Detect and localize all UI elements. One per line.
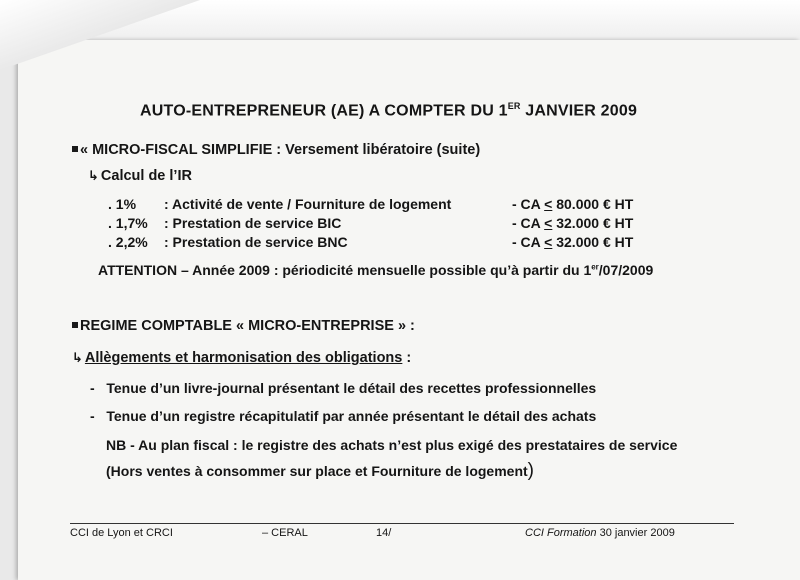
rate-row: . 2,2% bbox=[108, 234, 148, 250]
bleed-through bbox=[80, 233, 83, 247]
footer-center: – CERAL bbox=[262, 527, 308, 539]
page-title: AUTO-ENTREPRENEUR (AE) A COMPTER DU 1ER JANVIER 2009 bbox=[140, 101, 638, 120]
subsection-calcul-label: Calcul de l’IR bbox=[100, 168, 192, 184]
nb-line-2: (Hors ventes à consommer sur place et Fourniture de logement) bbox=[106, 460, 534, 481]
section-micro-fiscal-label: « MICRO-FISCAL SIMPLIFIE : Versement libératoire (suite) bbox=[80, 142, 481, 158]
footer-right: CCI Formation 30 janvier 2009 bbox=[525, 527, 675, 539]
rate-desc: : Activité de vente / Fourniture de logement bbox=[164, 196, 452, 212]
document-page bbox=[18, 40, 800, 580]
section-regime-comptable bbox=[72, 318, 415, 334]
section-micro-fiscal bbox=[72, 142, 480, 158]
rate-row: . 1% bbox=[108, 196, 137, 212]
footer-left: CCI de Lyon et CRCI bbox=[70, 527, 173, 539]
section-regime-label: REGIME COMPTABLE « MICRO-ENTREPRISE » : bbox=[80, 318, 415, 334]
arrow-right-icon: ↳ bbox=[72, 350, 83, 365]
rate-desc: : Prestation de service BNC bbox=[164, 234, 348, 250]
nb-line-1: NB - Au plan fiscal : le registre des achats n’est plus exigé des prestataires de service bbox=[106, 437, 678, 453]
attention-note: ATTENTION – Année 2009 : périodicité mensuelle possible qu’à partir du 1er/07/2009 bbox=[98, 262, 654, 278]
rate-row: . 1,7% bbox=[108, 215, 148, 231]
square-bullet-icon bbox=[72, 146, 78, 152]
list-item: - Tenue d’un livre-journal présentant le détail des recettes professionnelles bbox=[90, 380, 597, 396]
arrow-right-icon: ↳ bbox=[88, 168, 99, 183]
subsection-allegements-label: Allègements et harmonisation des obligations bbox=[84, 350, 403, 366]
rate-ca: - CA < 32.000 € HT bbox=[512, 234, 634, 250]
subsection-calcul-ir bbox=[88, 168, 192, 184]
square-bullet-icon bbox=[72, 322, 78, 328]
rate-ca: - CA < 32.000 € HT bbox=[512, 215, 634, 231]
rate-desc: : Prestation de service BIC bbox=[164, 215, 342, 231]
list-item: - Tenue d’un registre récapitulatif par année présentant le détail des achats bbox=[90, 408, 597, 424]
rate-ca: - CA < 80.000 € HT bbox=[512, 196, 634, 212]
footer-divider bbox=[70, 523, 734, 524]
page-number: 14/ bbox=[376, 527, 392, 539]
subsection-allegements: ↳ Allègements et harmonisation des obligations : bbox=[72, 350, 412, 366]
